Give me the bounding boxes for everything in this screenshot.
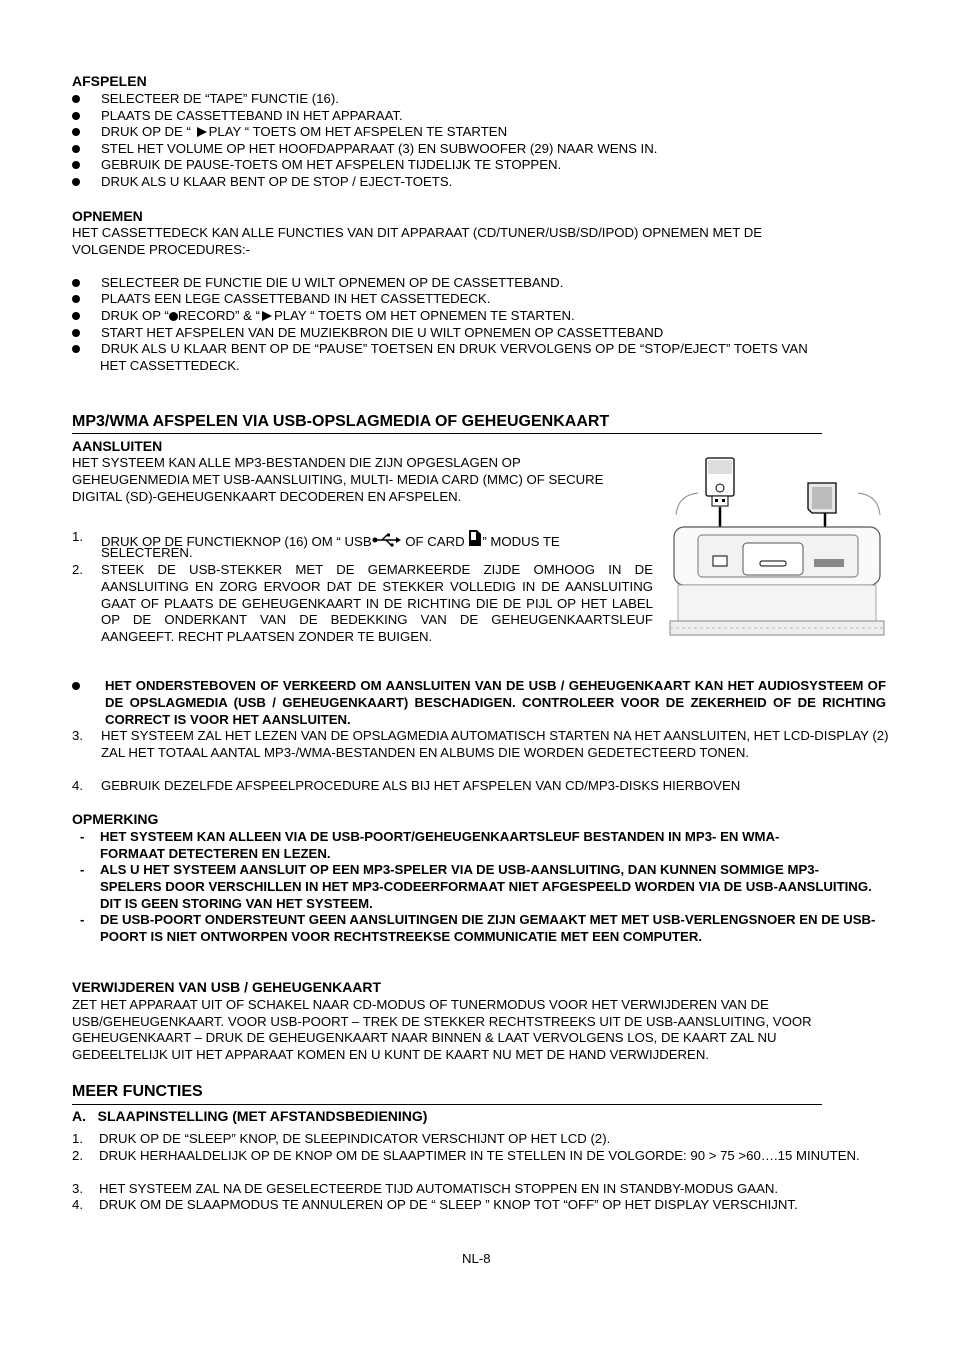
list-item: PLAATS EEN LEGE CASSETTEBAND IN HET CASSETTEDECK. <box>101 291 491 306</box>
paragraph-line: GEHEUGENKAART – DRUK DE GEHEUGENKAART NAAR BINNEN & LAAT VERVOLGENS LOS, DE KAART ZAL NU <box>72 1030 777 1045</box>
bullet <box>72 682 80 690</box>
text: OF CARD <box>401 534 469 549</box>
mp3-intro: HET SYSTEEM KAN ALLE MP3-BESTANDEN DIE ZIJN OPGESLAGEN OP <box>72 455 521 470</box>
step-number: 4. <box>72 1197 83 1212</box>
text: ” MODUS TE <box>482 534 560 549</box>
list-item: SELECTEER DE “TAPE” FUNCTIE (16). <box>101 91 339 106</box>
usb-card-insertion-illustration <box>668 455 888 638</box>
dash-marker: - <box>80 829 85 844</box>
list-item: STEL HET VOLUME OP HET HOOFDAPPARAAT (3) EN SUBWOOFER (29) NAAR WENS IN. <box>101 141 658 156</box>
step-number: 3. <box>72 728 83 743</box>
list-item: PLAATS DE CASSETTEBAND IN HET APPARAAT. <box>101 108 403 123</box>
opnemen-intro: HET CASSETTEDECK KAN ALLE FUNCTIES VAN DIT APPARAAT (CD/TUNER/USB/SD/IPOD) OPNEMEN MET DE <box>72 225 763 240</box>
meer-functies-heading: MEER FUNCTIES <box>72 1083 203 1100</box>
bullet <box>72 295 80 303</box>
mp3-intro: DIGITAL (SD)-GEHEUGENKAART DECODEREN EN AFSPELEN. <box>72 489 462 504</box>
record-dot-icon <box>169 312 178 321</box>
sleep-step: DRUK OM DE SLAAPMODUS TE ANNULEREN OP DE “ SLEEP ” KNOP TOT “OFF” OP HET DISPLAY VERSCHIJNT. <box>99 1197 798 1212</box>
bullet <box>72 345 80 353</box>
step-number: 2. <box>72 562 83 577</box>
play-icon <box>197 127 207 137</box>
text: DRUK OP “ <box>101 308 169 323</box>
page-number: NL-8 <box>462 1251 491 1266</box>
section-rule <box>72 433 822 434</box>
bullet <box>72 128 80 136</box>
paragraph-line: ZET HET APPARAAT UIT OF SCHAKEL NAAR CD-MODUS OF TUNERMODUS VOOR HET VERWIJDEREN VAN DE <box>72 997 769 1012</box>
note-item: HET SYSTEEM KAN ALLEEN VIA DE USB-POORT/GEHEUGENKAARTSLEUF BESTANDEN IN MP3- EN WMA-FORMAAT DETECTEREN EN LEZEN. <box>100 829 780 861</box>
opmerking-heading: OPMERKING <box>72 811 159 827</box>
paragraph-line: GEDEELTELIJK UIT HET APPARAAT KOMEN EN U KUNT DE KAART NU MET DE HAND VERWIJDEREN. <box>72 1047 710 1062</box>
sleep-step: DRUK HERHAALDELIJK OP DE KNOP OM DE SLAAPTIMER IN TE STELLEN IN DE VOLGORDE: 90 > 75 >60….15 MINUTEN. <box>99 1148 860 1163</box>
step-2: STEEK DE USB-STEKKER MET DE GEMARKEERDE ZIJDE OMHOOG IN DE AANSLUITING EN ZORG ERVOOR DAT DE STEKKER VOLLEDIG IN DE AANSLUITING GAAT OF PLAATS DE GEHEUGENKAART IN DE RICHTING DIE DE PIJL OP HET LABEL OP DE ONDERKANT VAN DE BEDEKKING VAN DE GEHEUGENKAARTSLEUF AANGEEFT. RECHT PLAATSEN ZONDER TE BUIGEN. <box>101 562 653 645</box>
device-body-drawing <box>670 493 884 635</box>
text: DRUK OP DE “ <box>101 124 191 139</box>
slaap-heading: A. SLAAPINSTELLING (MET AFSTANDSBEDIENING) <box>72 1108 428 1124</box>
note-item: DE USB-POORT ONDERSTEUNT GEEN AANSLUITINGEN DIE ZIJN GEMAAKT MET MET USB-VERLENGSNOER EN DE USB-POORT IS NIET ONTWORPEN VOOR RECHTSTREEKSE COMMUNICATIE MET EEN COMPUTER. <box>100 912 876 944</box>
bullet <box>72 329 80 337</box>
verwijderen-heading: VERWIJDEREN VAN USB / GEHEUGENKAART <box>72 979 382 995</box>
step-3: HET SYSTEEM ZAL HET LEZEN VAN DE OPSLAGMEDIA AUTOMATISCH STARTEN NA HET AANSLUITEN, HET LCD-DISPLAY (2) ZAL HET TOTAAL AANTAL MP3-/WMA-BESTANDEN EN ALBUMS DIE WORDEN GEDETECTEERD TONEN. <box>101 728 889 760</box>
step-number: 3. <box>72 1181 83 1196</box>
note-item: ALS U HET SYSTEEM AANSLUIT OP EEN MP3-SPELER VIA DE USB-AANSLUITING, DAN KUNNEN SOMMIGE MP3-SPELERS DOOR VERSCHILLEN IN HET MP3-CODEERFORMAAT NIET AFGESPEELD WORDEN VIA DE USB-AANSLUITING. DIT IS GEEN STORING VAN HET SYSTEEM. <box>100 862 872 911</box>
opnemen-intro: VOLGENDE PROCEDURES:- <box>72 242 251 257</box>
list-item-continuation: HET CASSETTEDECK. <box>100 358 240 373</box>
step-number: 2. <box>72 1148 83 1163</box>
text: DRUK OP DE FUNCTIEKNOP (16) OM “ USB <box>101 534 372 549</box>
text: PLAY “ <box>208 124 250 139</box>
warning-text: HET ONDERSTEBOVEN OF VERKEERD OM AANSLUITEN VAN DE USB / GEHEUGENKAART KAN HET AUDIOSYSTEEM OF DE OPSLAGMEDIA (USB / GEHEUGENKAART) BESCHADIGEN. CONTROLEER VOOR DE ZEKERHEID OF DE RICHTING CORRECT IS VOOR HET AANSLUITEN. <box>105 678 886 727</box>
step-4: GEBRUIK DEZELFDE AFSPEELPROCEDURE ALS BIJ HET AFSPELEN VAN CD/MP3-DISKS HIERBOVEN <box>101 778 741 793</box>
step-number: 1. <box>72 529 83 544</box>
opnemen-heading: OPNEMEN <box>72 208 143 224</box>
aansluiten-heading: AANSLUITEN <box>72 438 163 454</box>
list-item: START HET AFSPELEN VAN DE MUZIEKBRON DIE U WILT OPNEMEN OP CASSETTEBAND <box>101 325 664 340</box>
bullet <box>72 112 80 120</box>
dash-marker: - <box>80 912 85 927</box>
card-icon <box>468 529 482 547</box>
bullet <box>72 145 80 153</box>
afspelen-heading: AFSPELEN <box>72 73 147 89</box>
bullet <box>72 161 80 169</box>
section-rule <box>72 1104 822 1105</box>
usb-icon <box>372 533 402 547</box>
step-1-continuation: SELECTEREN. <box>101 545 193 560</box>
sleep-step: DRUK OP DE “SLEEP” KNOP, DE SLEEPINDICATOR VERSCHIJNT OP HET LCD (2). <box>99 1131 611 1146</box>
mp3-section-heading: MP3/WMA AFSPELEN VIA USB-OPSLAGMEDIA OF GEHEUGENKAART <box>72 413 610 430</box>
step-number: 1. <box>72 1131 83 1146</box>
list-item: SELECTEER DE FUNCTIE DIE U WILT OPNEMEN OP DE CASSETTEBAND. <box>101 275 564 290</box>
bullet <box>72 95 80 103</box>
paragraph-line: USB/GEHEUGENKAART. VOOR USB-POORT – TREK DE STEKKER RECHTSTREEKS UIT DE USB-AANSLUITING, VOOR <box>72 1014 812 1029</box>
list-item: DRUK ALS U KLAAR BENT OP DE “PAUSE” TOETSEN EN DRUK VERVOLGENS OP DE “STOP/EJECT” TOETS VAN <box>101 341 808 356</box>
list-item: DRUK ALS U KLAAR BENT OP DE STOP / EJECT-TOETS. <box>101 174 453 189</box>
play-icon <box>262 311 272 321</box>
text: RECORD” & “ <box>177 308 260 323</box>
dash-marker: - <box>80 862 85 877</box>
list-item <box>101 308 575 324</box>
sleep-step: HET SYSTEEM ZAL NA DE GESELECTEERDE TIJD AUTOMATISCH STOPPEN EN IN STANDBY-MODUS GAAN. <box>99 1181 779 1196</box>
bullet <box>72 312 80 320</box>
bullet <box>72 178 80 186</box>
text: PLAY “ TOETS OM HET OPNEMEN TE STARTEN. <box>273 308 575 323</box>
text: TOETS OM HET AFSPELEN TE STARTEN <box>252 124 508 139</box>
mp3-intro: GEHEUGENMEDIA MET USB-AANSLUITING, MULTI- MEDIA CARD (MMC) OF SECURE <box>72 472 604 487</box>
bullet <box>72 279 80 287</box>
list-item: GEBRUIK DE PAUSE-TOETS OM HET AFSPELEN TIJDELIJK TE STOPPEN. <box>101 157 562 172</box>
list-item <box>101 124 507 140</box>
step-number: 4. <box>72 778 83 793</box>
